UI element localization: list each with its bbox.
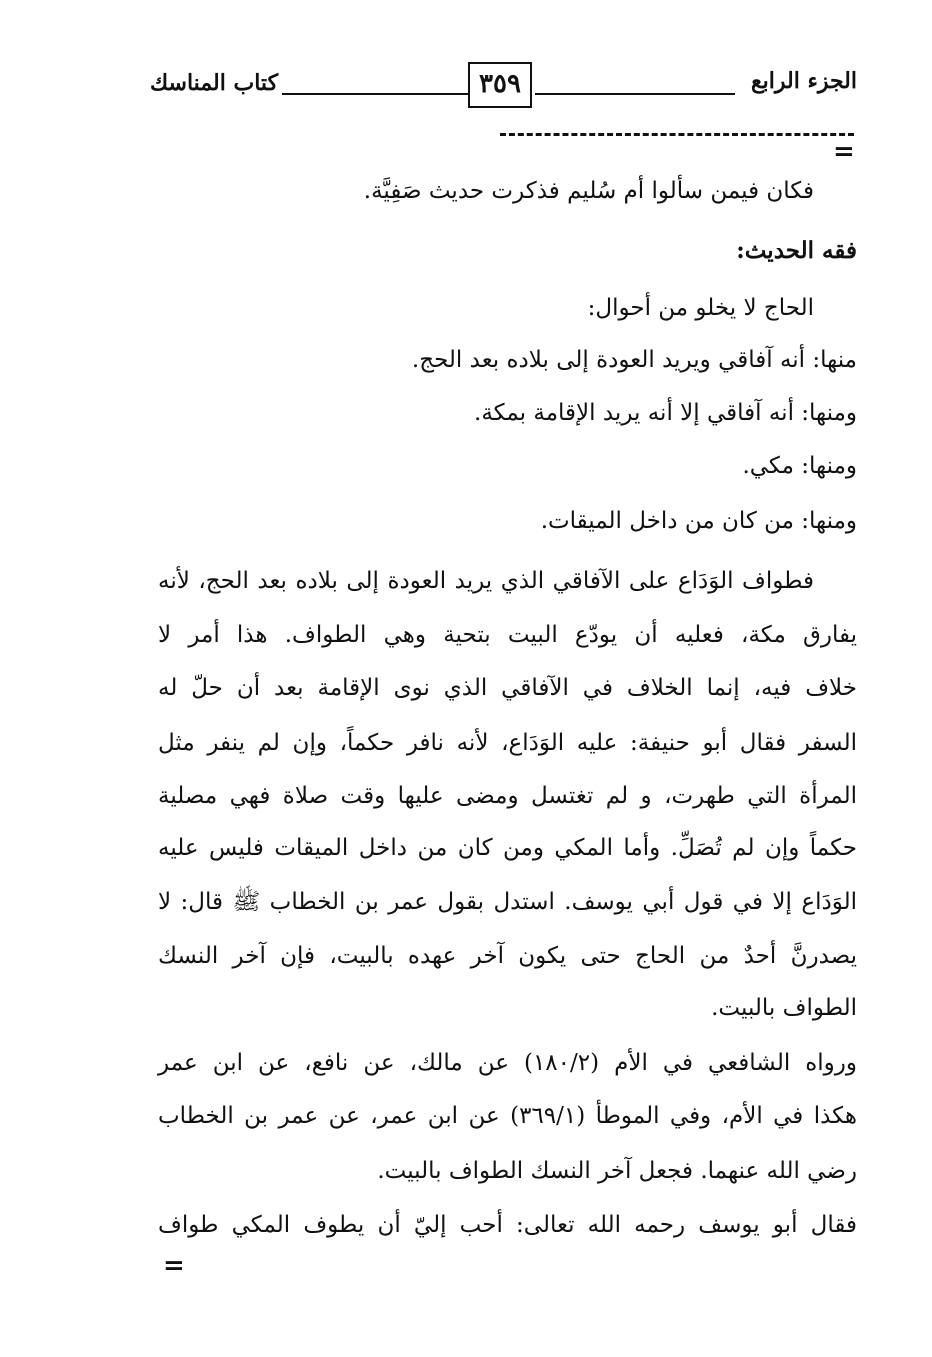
text-line-6: ومنها: مكي.: [742, 453, 857, 479]
section-heading: فقه الحديث:: [736, 237, 857, 264]
continuation-mark-top: =: [833, 137, 855, 167]
text-line-4: منها: أنه آفاقي ويريد العودة إلى بلاده بعد الحج.: [411, 347, 857, 373]
dashed-separator: [500, 133, 854, 136]
page-number-box: ٣٥٩: [468, 62, 532, 108]
header-rule-left: [282, 93, 468, 95]
text-line-10: خلاف فيه، إنما الخلاف في الآفاقي الذي نوى الإقامة بعد أن حلّ له: [158, 675, 857, 701]
header-rule-right: [535, 93, 735, 95]
text-line-15: يصدرنَّ أحدٌ من الحاج حتى يكون آخر عهده بالبيت، فإن آخر النسك: [158, 943, 857, 969]
text-line-16: الطواف بالبيت.: [711, 995, 857, 1021]
text-line-12: المرأة التي طهرت، و لم تغتسل ومضى عليها وقت صلاة فهي مصلية: [158, 783, 857, 809]
continuation-mark-bottom: =: [163, 1251, 185, 1281]
text-line-8: فطواف الوَدَاع على الآفاقي الذي يريد العودة إلى بلاده بعد الحج، لأنه: [158, 568, 814, 594]
text-line-19: رضي الله عنهما. فجعل آخر النسك الطواف بالبيت.: [377, 1158, 857, 1184]
text-line-9: يفارق مكة، فعليه أن يودّع البيت بتحية وهي الطواف. هذا أمر لا: [158, 622, 857, 648]
text-line-20: فقال أبو يوسف رحمه الله تعالى: أحب إليّ أن يطوف المكي طواف: [158, 1212, 857, 1238]
running-header-part: الجزء الرابع: [750, 68, 857, 94]
text-line-18: هكذا في الأم، وفي الموطأ (٣٦٩/١) عن ابن عمر، عن عمر بن الخطاب: [158, 1103, 857, 1129]
running-header-book: كتاب المناسك: [150, 70, 279, 96]
text-line-11: السفر فقال أبو حنيفة: عليه الوَدَاع، لأنه نافر حكماً، وإن لم ينفر مثل: [158, 730, 857, 756]
text-line-17: ورواه الشافعي في الأم (١٨٠/٢) عن مالك، عن نافع، عن ابن عمر: [158, 1050, 857, 1076]
text-line-5: ومنها: أنه آفاقي إلا أنه يريد الإقامة بمكة.: [474, 400, 857, 426]
text-line-14: الوَدَاع إلا في قول أبي يوسف. استدل بقول عمر بن الخطاب ﷺ قال: لا: [158, 889, 857, 915]
text-line-7: ومنها: من كان من داخل الميقات.: [540, 508, 857, 534]
text-line-13: حكماً وإن لم تُصَلِّ. وأما المكي ومن كان من داخل الميقات فليس عليه: [158, 835, 857, 861]
text-line-3: الحاج لا يخلو من أحوال:: [587, 295, 814, 321]
text-line-1: فكان فيمن سألوا أم سُليم فذكرت حديث صَفِيَّة.: [363, 178, 814, 204]
